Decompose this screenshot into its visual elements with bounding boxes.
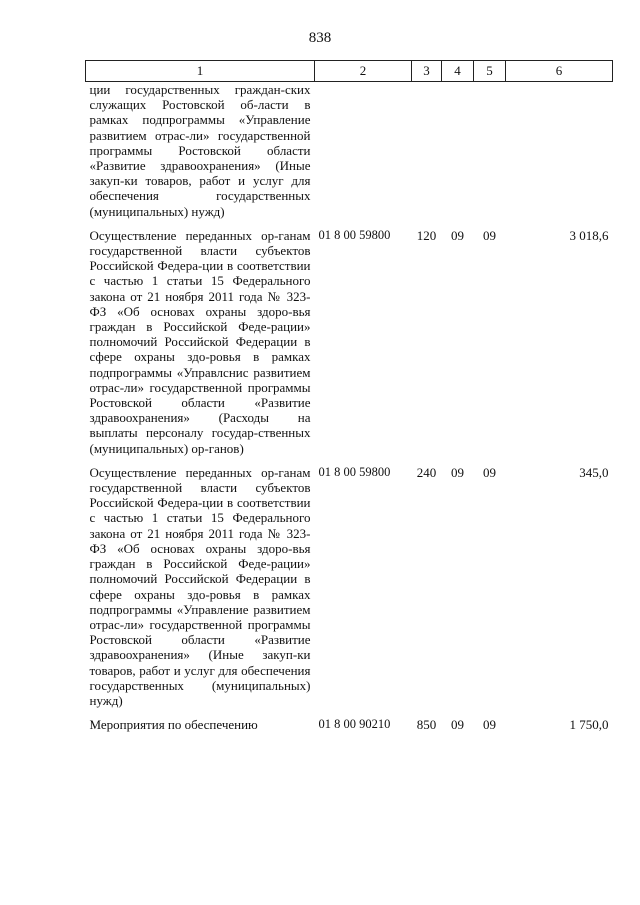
- column-number-header-row: [86, 61, 613, 82]
- row-section: 09: [451, 464, 464, 480]
- column-header: 3: [412, 61, 442, 82]
- row-spacer: [86, 456, 613, 465]
- row-section: 09: [451, 227, 464, 243]
- row-description: Осуществление переданных ор-ганам государственной власти субъектов Российской Федера-ции в соответствии с частью 1 статьи 15 Федерального закона от 21 ноября 2011 года № 323-ФЗ «Об основах охраны здоро-вья граждан в Российской Феде-рации» полномочий Российской Федерации в сфере охраны здо-ровья в рамках подпрограммы «Управление развитием отрас-ли» государственной программы Ростовской области «Развитие здравоохранения» (Иные закуп-ки товаров, работ и услуг для обеспечения государственных (муниципальных) нужд): [89, 464, 311, 708]
- row-amount: 3 018,6: [569, 227, 609, 243]
- column-header: 5: [474, 61, 506, 82]
- row-expense-type: 120: [416, 227, 437, 243]
- table-row: [86, 82, 613, 219]
- row-spacer: [86, 708, 613, 717]
- row-expense-type: 850: [416, 717, 437, 733]
- page-number: 838: [308, 30, 332, 46]
- row-expense-type: [412, 82, 442, 219]
- row-expense-type: 240: [416, 464, 437, 480]
- row-amount: [506, 82, 613, 219]
- table-row: [86, 228, 613, 456]
- row-target-code: 01 8 00 90210: [318, 717, 391, 732]
- row-amount: 1 750,0: [569, 717, 609, 733]
- budget-table: [85, 60, 613, 732]
- column-header: 1: [86, 61, 315, 82]
- row-description: Осуществление переданных ор-ганам государственной власти субъектов Российской Федера-ции в соответствии с частью 1 статьи 15 Федерального закона от 21 ноября 2011 года № 323-ФЗ «Об основах охраны здоро-вья граждан в Российской Феде-рации» полномочий Российской Федерации в сфере охраны здо-ровья в рамках подпрограммы «Управлснис развитием отрас-ли» государственной программы Ростовской области «Развитие здравоохранения» (Расходы на выплаты персоналу государ-ственных (муниципальных) ор-ганов): [89, 227, 311, 456]
- row-target-code: 01 8 00 59800: [318, 227, 391, 242]
- column-header: 2: [315, 61, 412, 82]
- row-section: 09: [451, 717, 464, 733]
- row-spacer: [86, 219, 613, 228]
- table-row: [86, 717, 613, 732]
- row-description: ции государственных граждан-ских служащих Ростовской об-ласти в рамках подпрограммы «Управление развитием отрас-ли» государственной программы Ростовской области «Развитие здравоохранения» (Иные закуп-ки товаров, работ и услуг для обеспечения государственных (муниципальных) нужд): [89, 82, 311, 219]
- column-header: 6: [506, 61, 613, 82]
- row-amount: 345,0: [579, 464, 609, 480]
- column-header: 4: [442, 61, 474, 82]
- row-section: [442, 82, 474, 219]
- table-row: [86, 465, 613, 708]
- row-subsection: [474, 82, 506, 219]
- row-subsection: 09: [483, 717, 496, 733]
- row-target-code: [315, 82, 412, 219]
- row-subsection: 09: [483, 464, 496, 480]
- row-target-code: 01 8 00 59800: [318, 464, 391, 479]
- row-description: Мероприятия по обеспечению: [89, 717, 258, 733]
- row-subsection: 09: [483, 227, 496, 243]
